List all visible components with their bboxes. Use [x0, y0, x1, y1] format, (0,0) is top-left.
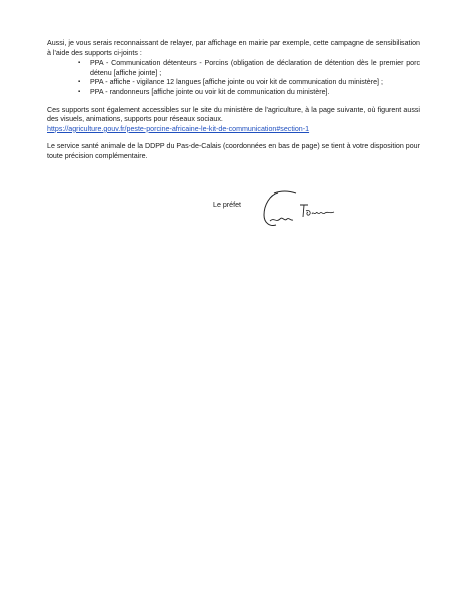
list-item: ▪ PPA - affiche - vigilance 12 langues [affiche jointe ou voir kit de communication du ministère] ;: [90, 78, 420, 88]
letter-body: [47, 39, 420, 162]
list-item: ▪ PPA - randonneurs [affiche jointe ou voir kit de communication du ministère].: [90, 88, 420, 98]
handwritten-signature: [256, 187, 346, 232]
service-paragraph: Le service santé animale de la DDPP du Pas-de-Calais (coordonnées en bas de page) se tient à votre disposition pour toute précision complémentaire.: [47, 142, 420, 160]
supports-paragraph: Ces supports sont également accessibles sur le site du ministère de l'agriculture, à la page suivante, où figurent aussi des visuels, animations, supports pour réseaux sociaux.: [47, 105, 420, 124]
list-item: ▪ PPA - Communication détenteurs - Porcins (obligation de déclaration de détention dès le premier porc détenu [affiche jointe] ;: [90, 59, 420, 78]
support-list: [47, 59, 420, 97]
kit-communication-link[interactable]: https://agriculture.gouv.fr/peste-porcine-africaine-le-kit-de-communication#section-1: [47, 124, 310, 133]
signatory-label: Le préfet: [213, 201, 242, 209]
intro-paragraph: Aussi, je vous serais reconnaissant de relayer, par affichage en mairie par exemple, cette campagne de sensibilisation à l'aide des supports ci-joints :: [47, 39, 420, 57]
